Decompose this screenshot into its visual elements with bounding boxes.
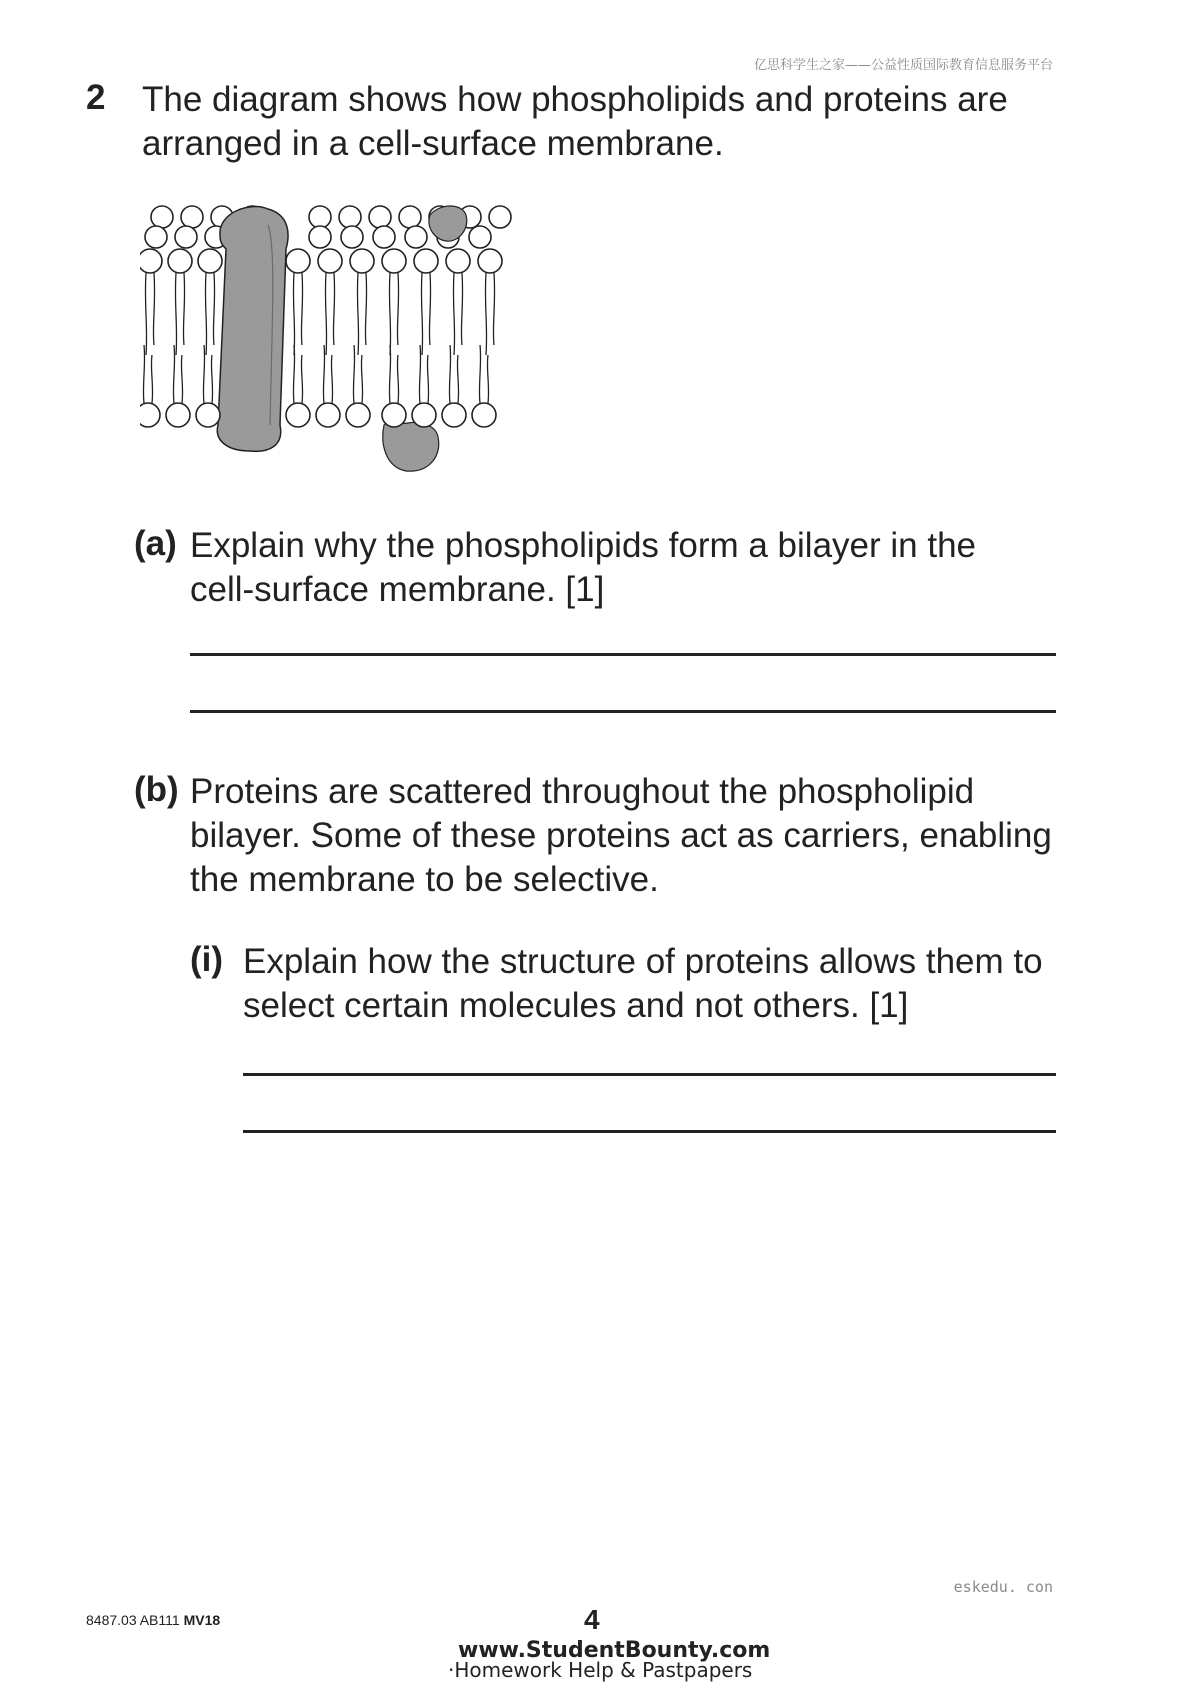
part-a-label: (a) <box>134 524 177 563</box>
question-stem-line-1: The diagram shows how phospholipids and proteins are <box>142 80 1008 119</box>
paper-code-text: 8487.03 AB111 <box>86 1612 180 1628</box>
phospholipid-tail-top <box>293 273 294 355</box>
phospholipid-tail-top <box>397 273 398 345</box>
answer-line-b-i-1[interactable] <box>243 1073 1056 1076</box>
phospholipid-head-back <box>489 206 511 228</box>
header-watermark: 亿思科学生之家——公益性质国际教育信息服务平台 <box>753 58 1053 73</box>
studentbounty-tagline: ·Homework Help & Pastpapers <box>448 1658 753 1682</box>
phospholipid-head-top <box>350 249 374 273</box>
part-b-i-line-1: Explain how the structure of proteins allows them to <box>243 942 1043 981</box>
phospholipid-head-bottom <box>346 403 370 427</box>
phospholipid-head-bottom <box>166 403 190 427</box>
phospholipid-tail-top <box>333 273 334 345</box>
phospholipid-head-top <box>198 249 222 273</box>
peripheral-protein-top <box>429 206 467 241</box>
part-b-line-3: the membrane to be selective. <box>190 860 659 899</box>
phospholipid-head-bottom <box>442 403 466 427</box>
paper-code-version: MV18 <box>183 1612 221 1628</box>
question-stem <box>142 78 1102 166</box>
phospholipid-tail-bottom <box>143 345 144 403</box>
phospholipid-tail-top <box>183 273 184 345</box>
part-a-line-2: cell-surface membrane. [1] <box>190 570 605 609</box>
phospholipid-tail-top <box>365 273 366 345</box>
phospholipid-tail-top <box>493 273 494 345</box>
phospholipid-head-mid <box>341 226 363 248</box>
page-number: 4 <box>584 1604 600 1635</box>
phospholipid-tail-bottom <box>397 355 398 403</box>
part-b-line-2: bilayer. Some of these proteins act as carriers, enabling <box>190 816 1052 855</box>
phospholipid-tail-bottom <box>457 355 458 403</box>
phospholipid-head-bottom <box>316 403 340 427</box>
phospholipid-tail-top <box>205 273 206 355</box>
phospholipid-tail-top <box>175 273 176 355</box>
phospholipid-head-top <box>168 249 192 273</box>
phospholipid-tail-bottom <box>203 345 204 403</box>
phospholipid-tail-bottom <box>419 345 420 403</box>
part-b-i-line-2: select certain molecules and not others. [1] <box>243 986 909 1025</box>
part-b-line-1: Proteins are scattered throughout the phospholipid <box>190 772 975 811</box>
phospholipid-tail-bottom <box>151 355 152 403</box>
phospholipid-head-bottom <box>196 403 220 427</box>
phospholipid-head-mid <box>309 226 331 248</box>
phospholipid-tail-bottom <box>173 345 174 403</box>
phospholipid-tail-bottom <box>331 355 332 403</box>
phospholipid-head-top <box>478 249 502 273</box>
phospholipid-head-bottom <box>286 403 310 427</box>
membrane-diagram-svg <box>140 205 560 515</box>
transmembrane-protein <box>217 207 288 452</box>
phospholipid-tail-bottom <box>181 355 182 403</box>
answer-line-b-i-2[interactable] <box>243 1130 1056 1133</box>
phospholipid-head-top <box>140 249 162 273</box>
phospholipid-head-mid <box>469 226 491 248</box>
phospholipid-head-back <box>309 206 331 228</box>
phospholipid-head-back <box>151 206 173 228</box>
phospholipid-head-top <box>382 249 406 273</box>
phospholipid-head-mid <box>405 226 427 248</box>
phospholipid-head-back <box>399 206 421 228</box>
phospholipid-head-top <box>286 249 310 273</box>
phospholipid-tail-bottom <box>479 345 480 403</box>
phospholipid-tail-top <box>153 273 154 345</box>
phospholipid-head-back <box>339 206 361 228</box>
phospholipid-tail-bottom <box>361 355 362 403</box>
question-number: 2 <box>86 78 106 117</box>
phospholipid-tail-top <box>421 273 422 355</box>
phospholipid-tail-top <box>429 273 430 345</box>
peripheral-protein-bottom <box>383 422 439 471</box>
phospholipid-tail-top <box>485 273 486 355</box>
phospholipid-tail-top <box>145 273 146 355</box>
phospholipid-tail-bottom <box>427 355 428 403</box>
phospholipid-tail-bottom <box>353 345 354 403</box>
part-b-i-label: (i) <box>190 940 224 979</box>
phospholipid-tail-top <box>213 273 214 345</box>
part-b-text <box>190 770 1090 902</box>
phospholipid-head-back <box>369 206 391 228</box>
phospholipid-tail-top <box>357 273 358 355</box>
phospholipid-tail-bottom <box>449 345 450 403</box>
studentbounty-link[interactable]: www.StudentBounty.com <box>458 1638 771 1663</box>
phospholipid-head-bottom <box>472 403 496 427</box>
phospholipid-head-mid <box>373 226 395 248</box>
phospholipid-tail-bottom <box>301 355 302 403</box>
phospholipid-tail-bottom <box>323 345 324 403</box>
phospholipid-head-top <box>318 249 342 273</box>
phospholipid-tail-top <box>325 273 326 355</box>
phospholipid-head-mid <box>145 226 167 248</box>
part-b-i-text <box>243 940 1083 1028</box>
answer-line-a-1[interactable] <box>190 653 1056 656</box>
phospholipid-head-bottom <box>382 403 406 427</box>
phospholipid-tail-top <box>453 273 454 355</box>
phospholipid-head-top <box>446 249 470 273</box>
phospholipid-tail-top <box>301 273 302 345</box>
part-a-line-1: Explain why the phospholipids form a bilayer in the <box>190 526 976 565</box>
phospholipid-head-top <box>414 249 438 273</box>
phospholipid-tail-bottom <box>487 355 488 403</box>
paper-code <box>86 1612 220 1628</box>
phospholipid-head-back <box>181 206 203 228</box>
phospholipid-head-mid <box>175 226 197 248</box>
phospholipid-head-bottom <box>140 403 160 427</box>
phospholipid-tail-top <box>461 273 462 345</box>
footer-watermark: eskedu. con <box>953 1578 1053 1596</box>
phospholipid-head-bottom <box>412 403 436 427</box>
answer-line-a-2[interactable] <box>190 710 1056 713</box>
phospholipid-tail-bottom <box>211 355 212 403</box>
membrane-diagram <box>140 205 560 515</box>
part-a-text <box>190 524 1090 612</box>
question-stem-line-2: arranged in a cell-surface membrane. <box>142 124 724 163</box>
part-b-label: (b) <box>134 770 179 809</box>
phospholipid-tail-top <box>389 273 390 355</box>
